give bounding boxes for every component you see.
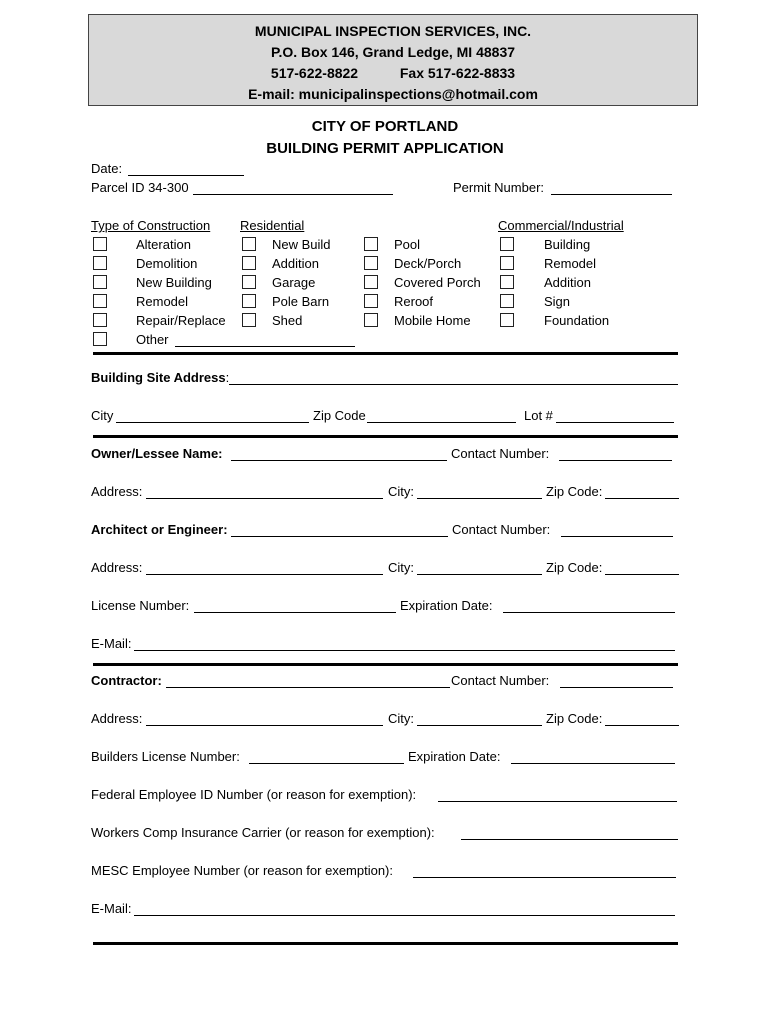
section-divider	[93, 663, 678, 666]
contractor-email-field[interactable]	[134, 915, 675, 916]
building-site-address-label: Building Site Address:	[91, 370, 230, 385]
checkbox-shed[interactable]	[242, 313, 256, 327]
company-email: E-mail: municipalinspections@hotmail.com	[248, 86, 538, 102]
mesc-label: MESC Employee Number (or reason for exemption):	[91, 863, 394, 878]
label-demolition: Demolition	[136, 256, 198, 271]
site-city-label: City	[91, 408, 114, 423]
label-new-build: New Build	[272, 237, 331, 252]
checkbox-deck-porch[interactable]	[364, 256, 378, 270]
checkbox-repair-replace[interactable]	[93, 313, 107, 327]
city-title: CITY OF PORTLAND	[311, 118, 459, 135]
label-reroof: Reroof	[394, 294, 434, 309]
checkbox-commercial-foundation[interactable]	[500, 313, 514, 327]
workers-comp-field[interactable]	[461, 839, 678, 840]
contractor-label: Contractor:	[91, 673, 162, 688]
checkbox-remodel[interactable]	[93, 294, 107, 308]
federal-employee-id-field[interactable]	[438, 801, 677, 802]
contractor-contact-field[interactable]	[560, 687, 673, 688]
section-divider	[93, 435, 678, 438]
label-remodel: Remodel	[136, 294, 189, 309]
label-commercial-sign: Sign	[544, 294, 571, 309]
architect-zip-label: Zip Code:	[546, 560, 603, 575]
date-label: Date:	[91, 161, 123, 176]
contractor-expiration-label: Expiration Date:	[408, 749, 501, 764]
architect-email-label: E-Mail:	[91, 636, 132, 651]
section-divider	[93, 352, 678, 355]
workers-comp-label: Workers Comp Insurance Carrier (or reason for exemption):	[91, 825, 435, 840]
contractor-city-field[interactable]	[417, 725, 542, 726]
permit-number-field[interactable]	[551, 194, 672, 195]
header-box	[88, 14, 698, 106]
section-divider	[93, 942, 678, 945]
lot-field[interactable]	[556, 422, 674, 423]
checkbox-addition[interactable]	[242, 256, 256, 270]
residential-heading: Residential	[240, 218, 305, 233]
architect-label: Architect or Engineer:	[91, 522, 228, 537]
owner-city-label: City:	[388, 484, 414, 499]
company-address: P.O. Box 146, Grand Ledge, MI 48837	[270, 44, 516, 60]
label-new-building: New Building	[136, 275, 212, 290]
checkbox-demolition[interactable]	[93, 256, 107, 270]
parcel-label: Parcel ID 34-300	[91, 180, 189, 195]
contractor-address-label: Address:	[91, 711, 143, 726]
contractor-address-field[interactable]	[146, 725, 383, 726]
checkbox-mobile-home[interactable]	[364, 313, 378, 327]
label-mobile-home: Mobile Home	[394, 313, 471, 328]
contractor-contact-label: Contact Number:	[451, 673, 550, 688]
label-pool: Pool	[394, 237, 421, 252]
company-name: MUNICIPAL INSPECTION SERVICES, INC.	[254, 23, 532, 39]
architect-expiration-field[interactable]	[503, 612, 675, 613]
architect-license-field[interactable]	[194, 612, 396, 613]
checkbox-reroof[interactable]	[364, 294, 378, 308]
architect-contact-field[interactable]	[561, 536, 673, 537]
label-covered-porch: Covered Porch	[394, 275, 481, 290]
owner-address-label: Address:	[91, 484, 143, 499]
checkbox-commercial-building[interactable]	[500, 237, 514, 251]
checkbox-pool[interactable]	[364, 237, 378, 251]
permit-number-label: Permit Number:	[453, 180, 545, 195]
owner-contact-label: Contact Number:	[451, 446, 550, 461]
architect-city-field[interactable]	[417, 574, 542, 575]
architect-address-label: Address:	[91, 560, 143, 575]
site-zip-field[interactable]	[367, 422, 516, 423]
builders-license-field[interactable]	[249, 763, 404, 764]
label-commercial-remodel: Remodel	[544, 256, 597, 271]
contractor-name-field[interactable]	[166, 687, 450, 688]
other-field[interactable]	[175, 346, 355, 347]
checkbox-pole-barn[interactable]	[242, 294, 256, 308]
label-repair-replace: Repair/Replace	[136, 313, 226, 328]
owner-zip-label: Zip Code:	[546, 484, 603, 499]
checkbox-alteration[interactable]	[93, 237, 107, 251]
owner-address-field[interactable]	[146, 498, 383, 499]
checkbox-covered-porch[interactable]	[364, 275, 378, 289]
label-pole-barn: Pole Barn	[272, 294, 330, 309]
owner-name-label: Owner/Lessee Name:	[91, 446, 223, 461]
commercial-heading: Commercial/Industrial	[498, 218, 624, 233]
builders-license-label: Builders License Number:	[91, 749, 240, 764]
checkbox-commercial-addition[interactable]	[500, 275, 514, 289]
checkbox-other[interactable]	[93, 332, 107, 346]
label-garage: Garage	[272, 275, 316, 290]
architect-expiration-label: Expiration Date:	[400, 598, 493, 613]
site-zip-label: Zip Code	[313, 408, 366, 423]
contractor-city-label: City:	[388, 711, 414, 726]
checkbox-new-build[interactable]	[242, 237, 256, 251]
company-phones	[89, 63, 697, 84]
contractor-expiration-field[interactable]	[511, 763, 675, 764]
checkbox-commercial-remodel[interactable]	[500, 256, 514, 270]
owner-city-field[interactable]	[417, 498, 542, 499]
owner-contact-field[interactable]	[559, 460, 672, 461]
label-commercial-foundation: Foundation	[544, 313, 610, 328]
checkbox-garage[interactable]	[242, 275, 256, 289]
date-field[interactable]	[128, 175, 244, 176]
label-deck-porch: Deck/Porch	[394, 256, 462, 271]
label-commercial-building: Building	[544, 237, 591, 252]
mesc-field[interactable]	[413, 877, 676, 878]
type-of-construction-heading: Type of Construction	[91, 218, 211, 233]
architect-city-label: City:	[388, 560, 414, 575]
federal-employee-id-label: Federal Employee ID Number (or reason for exemption):	[91, 787, 417, 802]
label-other: Other	[136, 332, 169, 347]
checkbox-commercial-sign[interactable]	[500, 294, 514, 308]
building-site-address-field[interactable]	[229, 384, 678, 385]
architect-name-field[interactable]	[231, 536, 448, 537]
owner-zip-field[interactable]	[605, 498, 679, 499]
form-title: BUILDING PERMIT APPLICATION	[266, 140, 504, 157]
contractor-zip-field[interactable]	[605, 725, 679, 726]
architect-contact-label: Contact Number:	[452, 522, 551, 537]
label-commercial-addition: Addition	[544, 275, 591, 290]
site-city-field[interactable]	[116, 422, 309, 423]
company-fax: Fax 517-622-8833	[399, 65, 516, 81]
lot-label: Lot #	[524, 408, 553, 423]
label-shed: Shed	[272, 313, 303, 328]
company-phone: 517-622-8822	[270, 65, 359, 81]
label-alteration: Alteration	[136, 237, 191, 252]
architect-zip-field[interactable]	[605, 574, 679, 575]
owner-name-field[interactable]	[231, 460, 447, 461]
architect-license-label: License Number:	[91, 598, 190, 613]
contractor-email-label: E-Mail:	[91, 901, 132, 916]
parcel-field[interactable]	[193, 194, 393, 195]
checkbox-new-building[interactable]	[93, 275, 107, 289]
architect-address-field[interactable]	[146, 574, 383, 575]
label-addition: Addition	[272, 256, 319, 271]
architect-email-field[interactable]	[134, 650, 675, 651]
contractor-zip-label: Zip Code:	[546, 711, 603, 726]
